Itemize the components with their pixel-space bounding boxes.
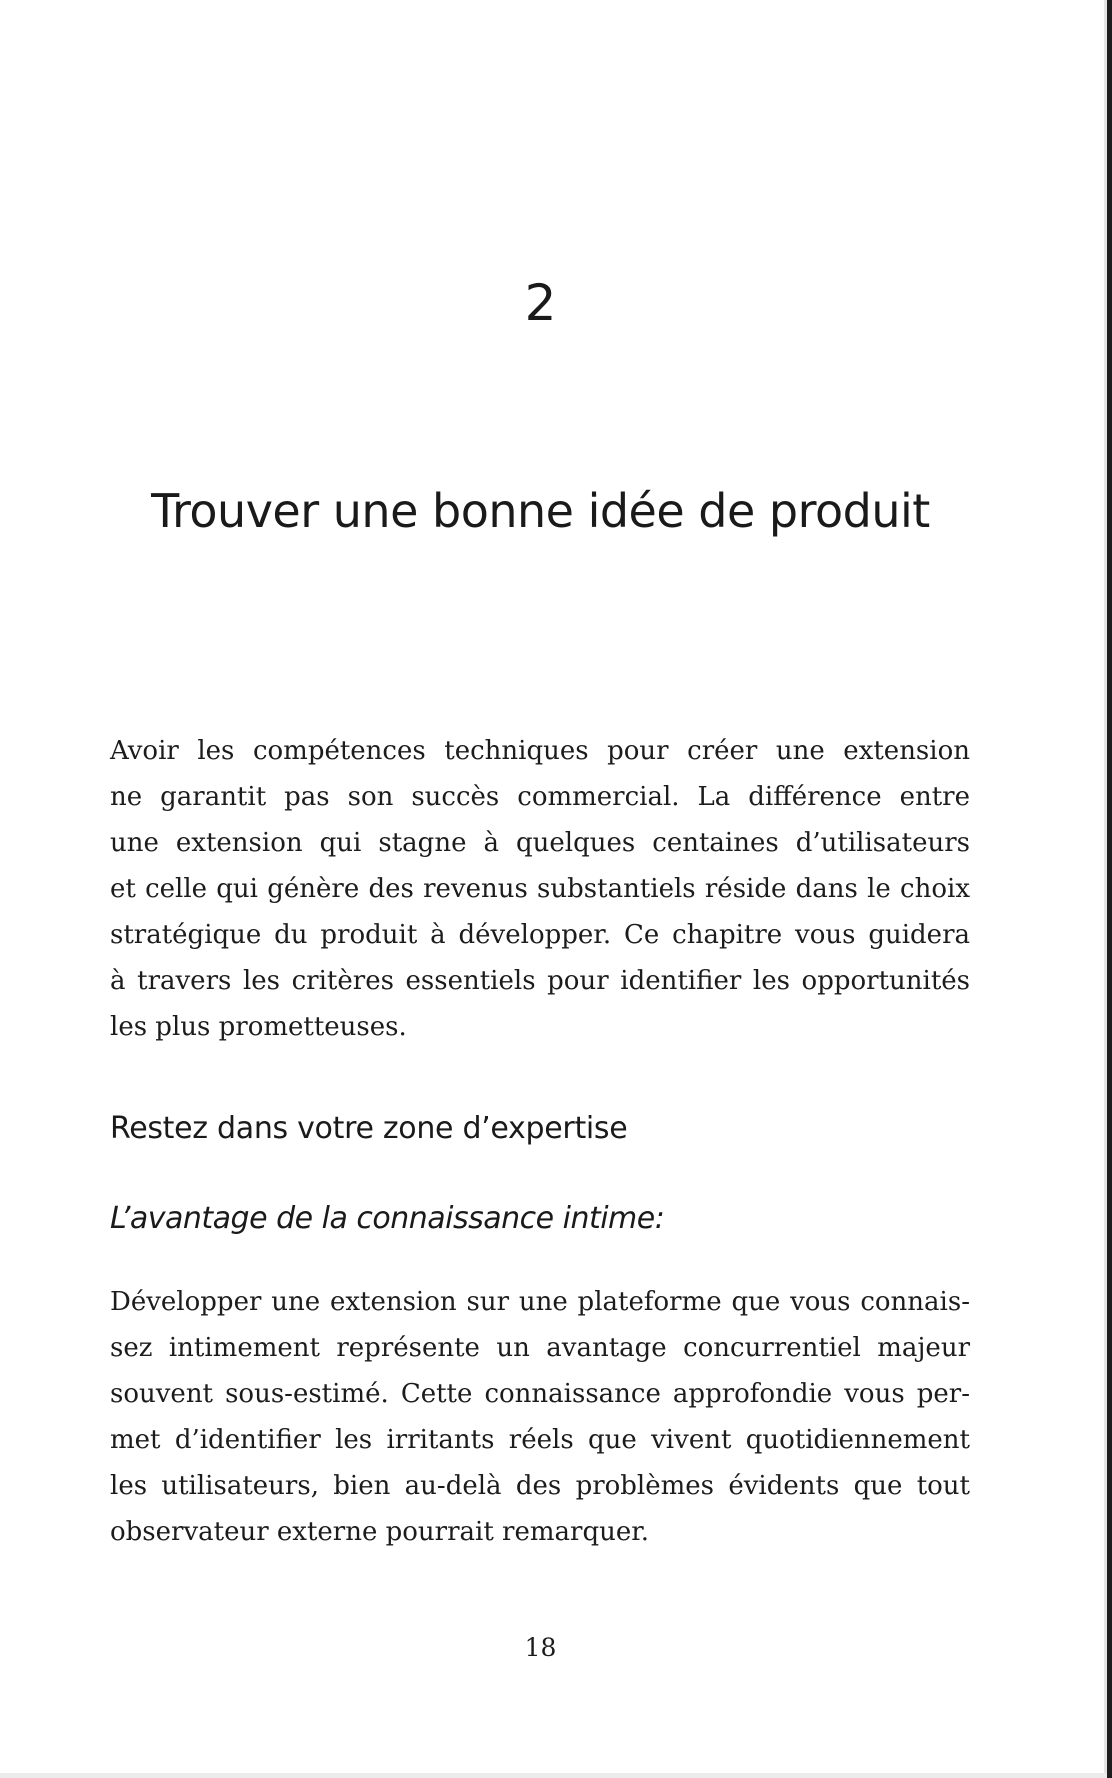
page-edge-border bbox=[1107, 0, 1112, 1778]
text-line: Développer une extension sur une plateforme que vous connais- bbox=[110, 1287, 970, 1317]
text-line: Avoir les compétences techniques pour créer une extension bbox=[110, 736, 970, 766]
chapter-title: Trouver une bonne idée de produit bbox=[151, 484, 930, 538]
section-heading: Restez dans votre zone d’expertise bbox=[110, 1111, 628, 1146]
text-line: et celle qui génère des revenus substantiels réside dans le choix bbox=[110, 874, 970, 904]
text-line: ne garantit pas son succès commercial. La différence entre bbox=[110, 782, 970, 812]
text-line: les utilisateurs, bien au-delà des problèmes évidents que tout bbox=[110, 1471, 970, 1501]
subsection-heading: L’avantage de la connaissance intime: bbox=[110, 1201, 665, 1236]
text-line: observateur externe pourrait remarquer. bbox=[110, 1517, 650, 1547]
chapter-number: 2 bbox=[524, 274, 557, 332]
text-line: une extension qui stagne à quelques centaines d’utilisateurs bbox=[110, 828, 970, 858]
page-number: 18 bbox=[524, 1633, 557, 1662]
text-line: les plus prometteuses. bbox=[110, 1012, 407, 1042]
text-line: sez intimement représente un avantage concurrentiel majeur bbox=[110, 1333, 970, 1363]
text-line: à travers les critères essentiels pour identifier les opportunités bbox=[110, 966, 970, 996]
page-bottom-edge bbox=[0, 1773, 1107, 1778]
text-line: met d’identifier les irritants réels que vivent quotidiennement bbox=[110, 1425, 970, 1455]
text-line: souvent sous-estimé. Cette connaissance approfondie vous per- bbox=[110, 1379, 970, 1409]
intro-paragraph bbox=[110, 728, 970, 1050]
text-line: stratégique du produit à développer. Ce chapitre vous guidera bbox=[110, 920, 970, 950]
section-paragraph bbox=[110, 1279, 970, 1555]
